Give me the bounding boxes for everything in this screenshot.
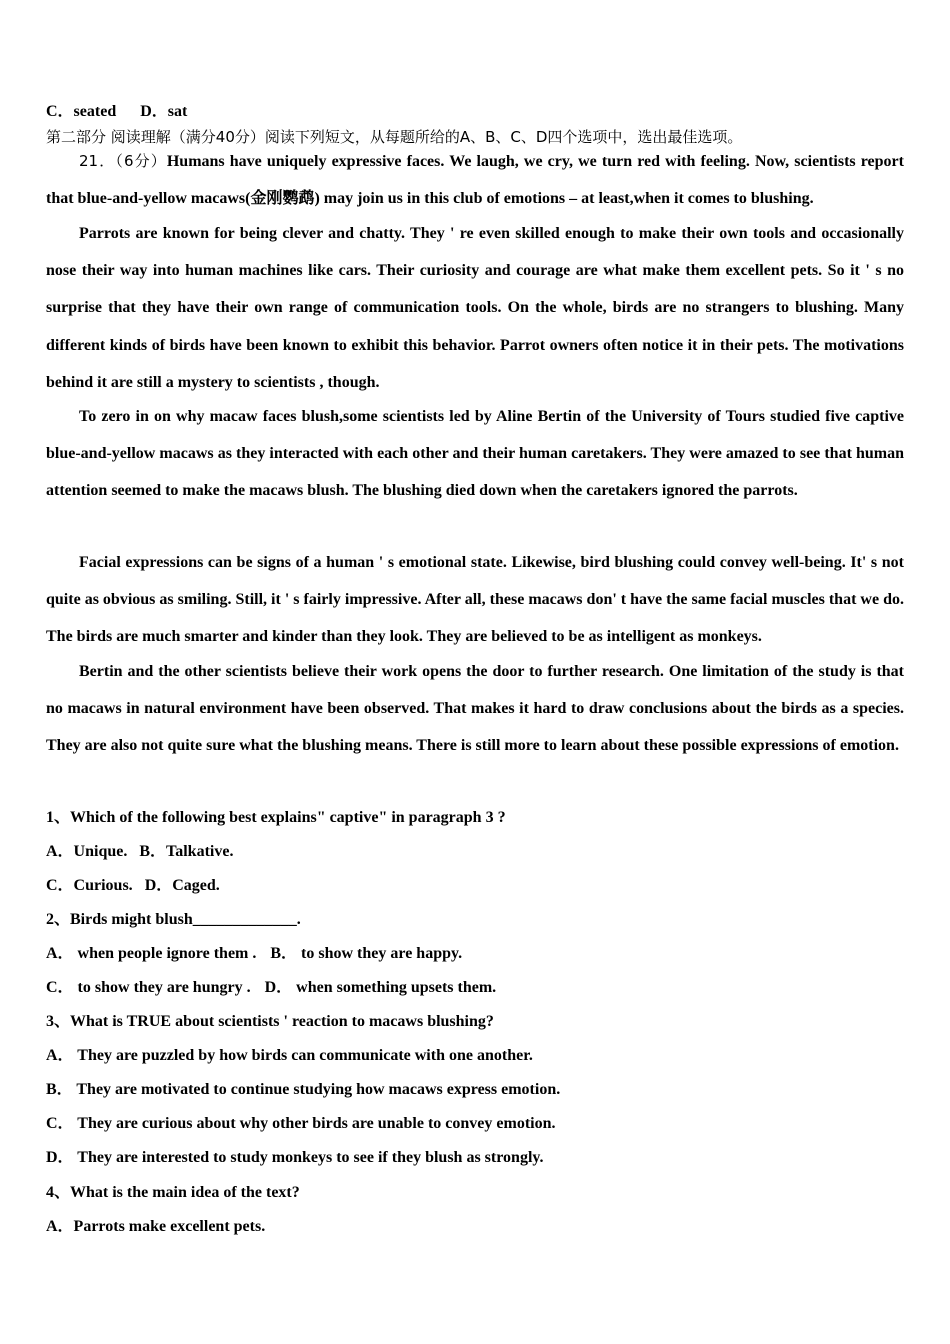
question-1-stem: 1、Which of the following best explains" captive" in paragraph 3 ? [46, 809, 506, 826]
option-b[interactable]: B．Talkative. [139, 843, 234, 860]
option-b[interactable]: B． They are motivated to continue studying how macaws express emotion. [46, 1081, 561, 1098]
option-c[interactable]: C． to show they are hungry . [46, 979, 251, 996]
option-c: C．seated [46, 103, 117, 120]
option-b[interactable]: B． to show they are happy. [270, 945, 463, 962]
question-1-options-row [46, 842, 233, 862]
question-3-stem: 3、What is TRUE about scientists ' reaction to macaws blushing? [46, 1013, 494, 1030]
question-2-options-row [46, 978, 496, 998]
previous-question-options [46, 102, 187, 122]
option-c[interactable]: C． They are curious about why other birds are unable to convey emotion. [46, 1115, 556, 1132]
passage-paragraph-4: Facial expressions can be signs of a human ' s emotional state. Likewise, bird blushing could convey well-being. It' s not quite as obvious as smiling. Still, it ' s fairly impressive. After all, these macaws don' t have the same facial muscles that we do. The birds are much smarter and kinder than they look. They are believed to be as intelligent as monkeys. [46, 554, 904, 646]
option-d[interactable]: D．Caged. [144, 877, 220, 894]
option-a[interactable]: A． They are puzzled by how birds can communicate with one another. [46, 1047, 533, 1064]
option-d[interactable]: D． when something upsets them. [264, 979, 497, 996]
paragraph-text: Humans have uniquely expressive faces. We laugh, we cry, we turn red with feeling. Now, scientists report that blue-and-yellow macaws(金刚鹦鹉) may join us in this club of emotions – at least,when it comes to blushing. [46, 153, 904, 208]
option-d[interactable]: D． They are interested to study monkeys to see if they blush as strongly. [46, 1149, 544, 1166]
passage-paragraph-3: To zero in on why macaw faces blush,some scientists led by Aline Bertin of the University of Tours studied five captive blue-and-yellow macaws as they interacted with each other and their human caretakers. They were amazed to see that human attention seemed to make the macaws blush. The blushing died down when the caretakers ignored the parrots. [46, 408, 904, 500]
option-a[interactable]: A．Unique. [46, 843, 128, 860]
question-2-options-row [46, 944, 462, 964]
option-d: D．sat [140, 103, 188, 120]
passage-paragraph-1 [46, 143, 904, 217]
option-c[interactable]: C．Curious. [46, 877, 133, 894]
question-2-stem: 2、Birds might blush_____________. [46, 911, 301, 928]
passage-paragraph-2: Parrots are known for being clever and chatty. They ' re even skilled enough to make their own tools and occasionally nose their way into human machines like cars. Their curiosity and courage are what make them excellent pets. So it ' s no surprise that they have their own range of communication tools. On the whole, birds are no strangers to blushing. Many different kinds of birds have been known to exhibit this behavior. Parrot owners often notice it in their pets. The motivations behind it are still a mystery to scientists , though. [46, 225, 904, 391]
option-a[interactable]: A． when people ignore them . [46, 945, 257, 962]
question-4-stem: 4、What is the main idea of the text? [46, 1184, 300, 1201]
section-header: 第二部分 阅读理解（满分40分）阅读下列短文，从每题所给的A、B、C、D四个选项中，选出最佳选项。 [46, 128, 743, 146]
question-1-options-row [46, 876, 220, 896]
option-a[interactable]: A．Parrots make excellent pets. [46, 1218, 266, 1235]
question-number: 21．（6分） [79, 152, 167, 170]
passage-paragraph-5: Bertin and the other scientists believe their work opens the door to further research. One limitation of the study is that no macaws in natural environment have been observed. That makes it hard to draw conclusions about the birds as a species. They are also not quite sure what the blushing means. There is still more to learn about these possible expressions of emotion. [46, 663, 904, 755]
